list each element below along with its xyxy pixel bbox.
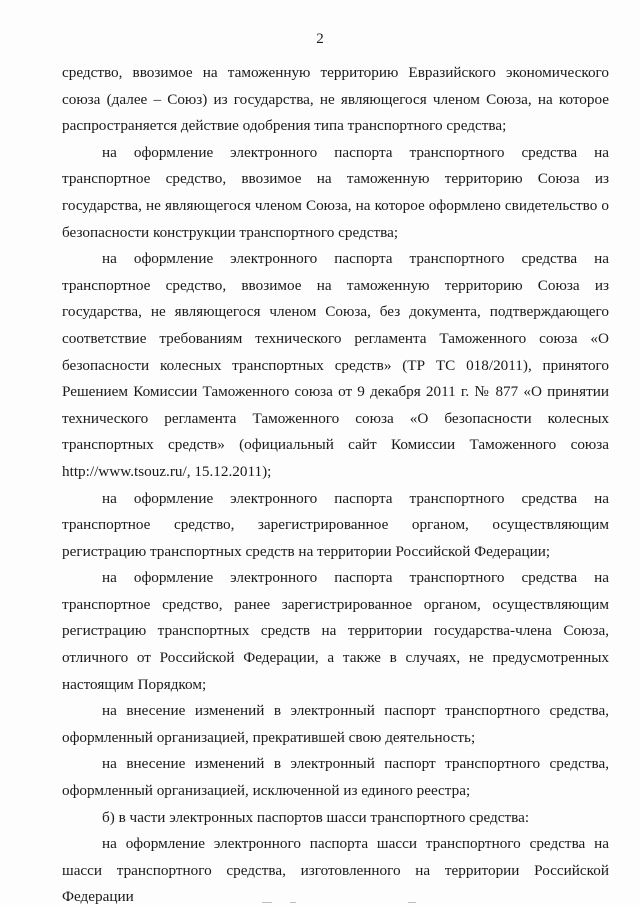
paragraph-chassis-russia: на оформление электронного паспорта шасси транспортного средства на шасси транспортного средства, изготовленного на территории Российской Федерации [62,835,609,906]
paragraph-registered-russia: на оформление электронного паспорта транспортного средства на транспортное средство, зарегистрированное органом, осуществляющим регистрацию транспортных средств на территории Российской Федерации; [62,489,609,560]
paragraph-no-conformity-document: на оформление электронного паспорта транспортного средства на транспортное средство, ввозимое на таможенную территорию Союза из государства, не являющегося членом Союза, без документа, подтверждающего соответствие требованиям технического регламента Таможенного союза «О безопасности колесных транспортных средств» (ТР ТС 018/2011), принятого Решением Комиссии Таможенного союза от 9 декабря 2011 г. № 877 «О принятии технического регламента Таможенного союза «О безопасности колесных транспортных средств» (официальный сайт Комиссии Таможенного союза http://www.tsouz.ru/, 15.12.2011); [62,250,609,480]
scan-speck [290,902,296,903]
paragraph-registered-other-member-state: на оформление электронного паспорта транспортного средства на транспортное средство, ранее зарегистрированное органом, осуществляющим регистрацию транспортных средств на территории государства-члена Союза, отличного от Российской Федерации, а также в случаях, не предусмотренных настоящим Порядком; [62,569,609,693]
paragraph-organization-excluded: на внесение изменений в электронный паспорт транспортного средства, оформленный организацией, исключенной из единого реестра; [62,755,609,800]
paragraph-organization-ceased: на внесение изменений в электронный паспорт транспортного средства, оформленный организацией, прекратившей свою деятельность; [62,702,609,746]
page-number: 2 [316,31,324,47]
scan-speck [262,902,272,903]
paragraph-chassis-heading: б) в части электронных паспортов шасси транспортного средства: [102,808,530,826]
scan-artifacts [0,897,640,905]
paragraph-safety-certificate: на оформление электронного паспорта транспортного средства на транспортное средство, ввозимое на таможенную территорию Союза из государства, не являющегося членом Союза, на которое оформлено свидетельство о безопасности конструкции транспортного средства; [62,143,609,241]
paragraph-continuation: средство, ввозимое на таможенную территорию Евразийского экономического союза (далее – Союз) из государства, не являющегося членом Союза, на которое распространяется действие одобрения типа транспортного средства; [62,64,609,135]
scan-speck [408,902,416,903]
document-body [62,60,609,911]
